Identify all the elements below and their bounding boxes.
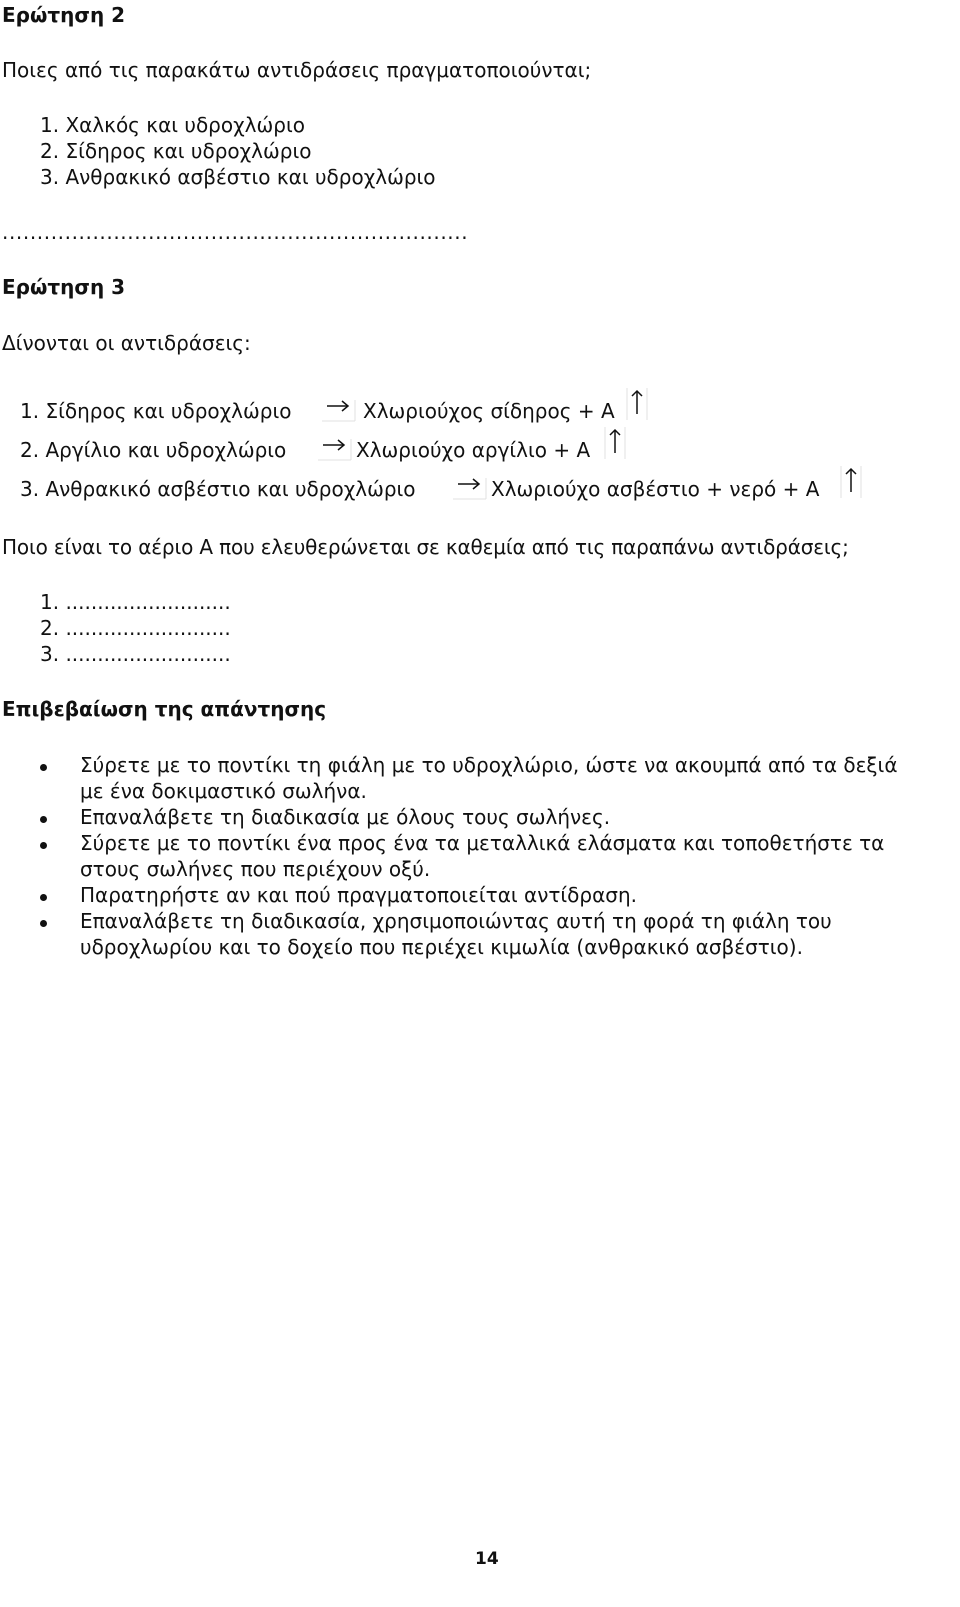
reaction-right: Χλωριούχο ασβέστιο + νερό + Α [491,477,820,501]
q2-item: 1. Χαλκός και υδροχλώριο [40,113,305,137]
bullet-text: Σύρετε με το ποντίκι ένα προς ένα τα μεταλλικά ελάσματα και τοποθετήστε τα [80,831,885,855]
bullet-text: στους σωλήνες που περιέχουν οξύ. [80,857,431,881]
reaction-right: Χλωριούχο αργίλιο + Α [356,438,591,462]
reaction-left: 1. Σίδηρος και υδροχλώριο [20,399,292,423]
bullet-icon [40,816,47,823]
q3-question: Ποιο είναι το αέριο Α που ελευθερώνεται σε καθεμία από τις παραπάνω αντιδράσεις; [2,535,849,559]
arrow-right-icon [322,398,356,428]
reaction-left: 3. Ανθρακικό ασβέστιο και υδροχλώριο [20,477,416,501]
bullet-icon [40,764,47,771]
arrow-up-icon [626,388,648,426]
bullet-text: Παρατηρήστε αν και πού πραγματοποιείται αντίδραση. [80,883,637,907]
bullet-icon [40,842,47,849]
confirm-heading: Επιβεβαίωση της απάντησης [2,697,327,721]
q3-intro: Δίνονται οι αντιδράσεις: [2,331,251,355]
arrow-up-icon [840,466,862,504]
bullet-text: Σύρετε με το ποντίκι τη φιάλη με το υδροχλώριο, ώστε να ακουμπά από τα δεξιά [80,753,898,777]
q2-item: 2. Σίδηρος και υδροχλώριο [40,139,312,163]
q3-answer: 1. .......................... [40,590,231,614]
q2-question: Ποιες από τις παρακάτω αντιδράσεις πραγματοποιούνται; [2,58,592,82]
arrow-right-icon [453,476,487,506]
q3-heading: Ερώτηση 3 [2,275,126,299]
bullet-icon [40,920,47,927]
bullet-text: υδροχλωρίου και το δοχείο που περιέχει κιμωλία (ανθρακικό ασβέστιο). [80,935,803,959]
page-number: 14 [475,1549,499,1569]
q2-heading: Ερώτηση 2 [2,3,126,27]
q2-answer-line: ................................................................... [2,220,469,244]
arrow-up-icon [604,427,626,465]
bullet-text: Επαναλάβετε τη διαδικασία με όλους τους σωλήνες. [80,805,611,829]
bullet-text: Επαναλάβετε τη διαδικασία, χρησιμοποιώντας αυτή τη φορά τη φιάλη του [80,909,832,933]
bullet-text: με ένα δοκιμαστικό σωλήνα. [80,779,367,803]
reaction-right: Χλωριούχος σίδηρος + Α [363,399,615,423]
bullet-icon [40,894,47,901]
q3-answer: 2. .......................... [40,616,231,640]
q2-item: 3. Ανθρακικό ασβέστιο και υδροχλώριο [40,165,436,189]
reaction-left: 2. Αργίλιο και υδροχλώριο [20,438,287,462]
arrow-right-icon [318,437,352,467]
q3-answer: 3. .......................... [40,642,231,666]
